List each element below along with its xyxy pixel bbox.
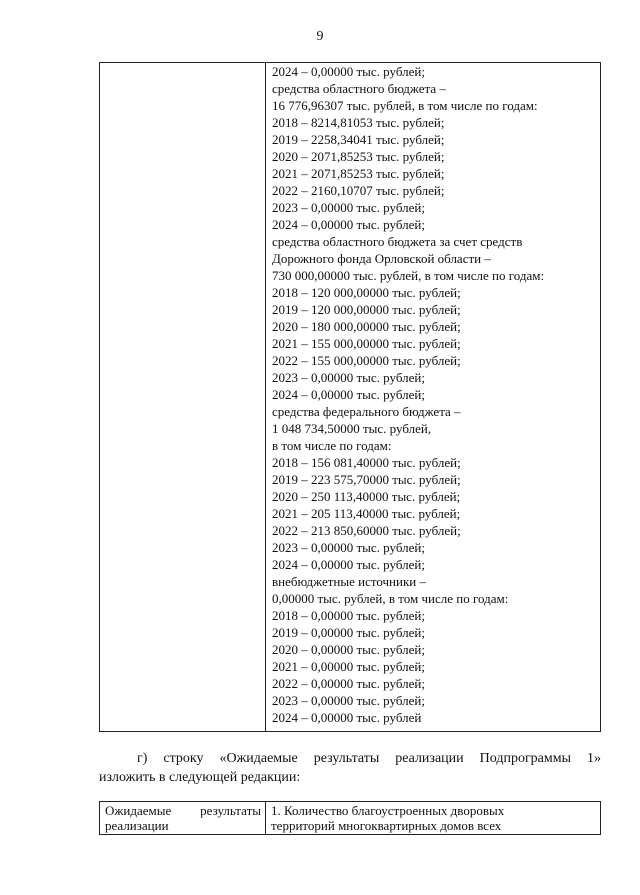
budget-line: средства областного бюджета – — [272, 81, 446, 96]
budget-line: 2023 – 0,00000 тыс. рублей; — [272, 370, 425, 385]
budget-line: 2020 – 2071,85253 тыс. рублей; — [272, 149, 445, 164]
budget-line: 2019 – 2258,34041 тыс. рублей; — [272, 132, 445, 147]
budget-line: 2023 – 0,00000 тыс. рублей; — [272, 200, 425, 215]
results-value-line-2: территорий многоквартирных домов всех — [271, 818, 502, 833]
budget-line: 2020 – 180 000,00000 тыс. рублей; — [272, 319, 461, 334]
budget-table — [99, 62, 601, 732]
budget-line: 2018 – 156 081,40000 тыс. рублей; — [272, 455, 461, 470]
budget-line: 2020 – 0,00000 тыс. рублей; — [272, 642, 425, 657]
budget-line: 2018 – 0,00000 тыс. рублей; — [272, 608, 425, 623]
instruction-line-1: г) строку «Ожидаемые результаты реализации Подпрограммы 1» — [137, 751, 601, 766]
budget-line: 2024 – 0,00000 тыс. рублей; — [272, 387, 425, 402]
budget-line: внебюджетные источники – — [272, 574, 426, 589]
budget-line: 2020 – 250 113,40000 тыс. рублей; — [272, 489, 461, 504]
budget-line: 2024 – 0,00000 тыс. рублей — [272, 710, 422, 725]
budget-line: Дорожного фонда Орловской области – — [272, 251, 491, 266]
budget-line: 2021 – 2071,85253 тыс. рублей; — [272, 166, 445, 181]
budget-line: 0,00000 тыс. рублей, в том числе по годам: — [272, 591, 509, 606]
budget-line: 2023 – 0,00000 тыс. рублей; — [272, 693, 425, 708]
budget-line: 2021 – 0,00000 тыс. рублей; — [272, 659, 425, 674]
page-number: 9 — [316, 29, 324, 44]
budget-line: в том числе по годам: — [272, 438, 392, 453]
budget-line: 2024 – 0,00000 тыс. рублей; — [272, 217, 425, 232]
results-table-label-cell — [100, 802, 266, 834]
budget-table-left-column — [100, 63, 266, 731]
budget-line: 2019 – 120 000,00000 тыс. рублей; — [272, 302, 461, 317]
budget-line: 2021 – 205 113,40000 тыс. рублей; — [272, 506, 461, 521]
results-value-line-1: 1. Количество благоустроенных дворовых — [271, 803, 505, 818]
budget-line: 2019 – 223 575,70000 тыс. рублей; — [272, 472, 461, 487]
budget-line: средства федерального бюджета – — [272, 404, 461, 419]
budget-line: 16 776,96307 тыс. рублей, в том числе по годам: — [272, 98, 538, 113]
instruction-line-2: изложить в следующей редакции: — [99, 770, 301, 785]
budget-line: 2021 – 155 000,00000 тыс. рублей; — [272, 336, 461, 351]
budget-line: средства областного бюджета за счет средств — [272, 234, 523, 249]
results-label-line-1: Ожидаемые результаты — [105, 803, 261, 818]
budget-line: 2019 – 0,00000 тыс. рублей; — [272, 625, 425, 640]
budget-line: 2022 – 0,00000 тыс. рублей; — [272, 676, 425, 691]
budget-line: 2022 – 155 000,00000 тыс. рублей; — [272, 353, 461, 368]
budget-line: 2024 – 0,00000 тыс. рублей; — [272, 64, 425, 79]
budget-line: 2023 – 0,00000 тыс. рублей; — [272, 540, 425, 555]
budget-line: 730 000,00000 тыс. рублей, в том числе по годам: — [272, 268, 545, 283]
results-label-line-2: реализации — [105, 818, 169, 833]
budget-line: 2018 – 120 000,00000 тыс. рублей; — [272, 285, 461, 300]
budget-line: 2018 – 8214,81053 тыс. рублей; — [272, 115, 445, 130]
results-table — [99, 801, 601, 835]
budget-line: 1 048 734,50000 тыс. рублей, — [272, 421, 432, 436]
budget-lines — [272, 63, 544, 726]
instruction-paragraph — [99, 749, 601, 787]
budget-line: 2024 – 0,00000 тыс. рублей; — [272, 557, 425, 572]
budget-line: 2022 – 213 850,60000 тыс. рублей; — [272, 523, 461, 538]
budget-line: 2022 – 2160,10707 тыс. рублей; — [272, 183, 445, 198]
results-table-value-cell — [266, 802, 600, 835]
